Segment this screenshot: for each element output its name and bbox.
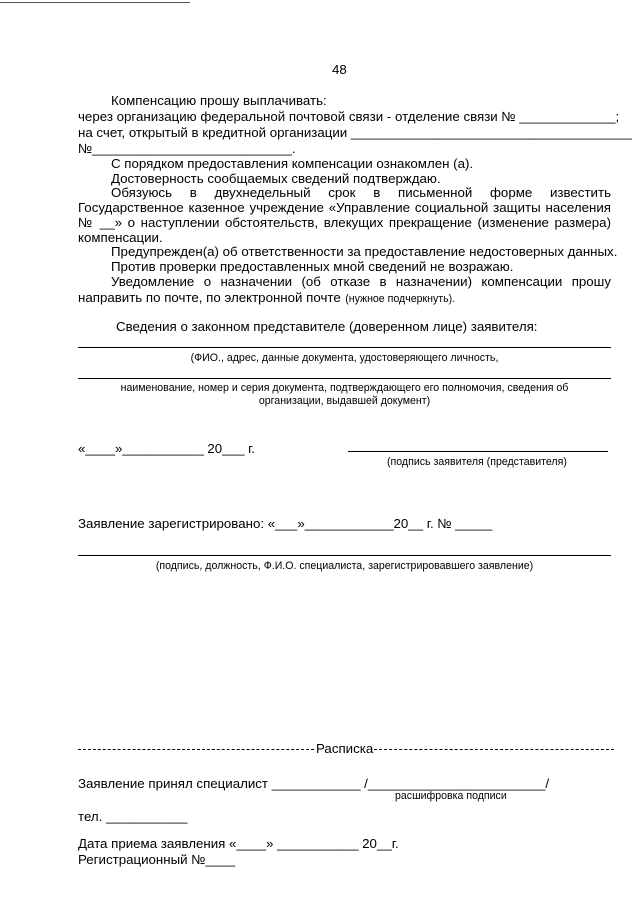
representative-line-2 xyxy=(78,378,611,379)
signature-line xyxy=(348,451,608,452)
receipt-accepted: Заявление принял специалист ____________ /________________________/ xyxy=(78,776,550,791)
notice-methods: направить по почте, по электронной почте xyxy=(78,290,341,305)
representative-line-1 xyxy=(78,347,611,348)
representative-caption-1: (ФИО., адрес, данные документа, удостоверяющего личность, xyxy=(190,352,499,364)
registration-caption: (подпись, должность, Ф.И.О. специалиста, зарегистрировавшего заявление) xyxy=(155,560,534,572)
receipt-date-received: Дата приема заявления «____» ___________ 20__г. xyxy=(78,836,399,851)
statement-confirm: Достоверность сообщаемых сведений подтверждаю. xyxy=(111,171,441,186)
receipt-reg-number: Регистрационный №____ xyxy=(78,852,236,867)
statement-obligation-line4: компенсации. xyxy=(78,230,163,245)
representative-heading: Сведения о законном представителе (доверенном лице) заявителя: xyxy=(116,319,538,334)
receipt-dash-left xyxy=(78,749,314,750)
payment-account-number: №___________________________. xyxy=(78,141,296,156)
statement-obligation-line3: № __» о наступлении обстоятельств, влекущих прекращение (изменение размера) xyxy=(78,215,611,230)
receipt-decode-caption: расшифровка подписи xyxy=(395,790,507,802)
notice-hint: (нужное подчеркнуть). xyxy=(345,293,456,305)
statement-warned: Предупрежден(а) об ответственности за предоставление недостоверных данных. xyxy=(111,244,618,259)
statement-no-objection: Против проверки предоставленных мной сведений не возражаю. xyxy=(111,259,514,274)
payment-intro: Компенсацию прошу выплачивать: xyxy=(111,93,327,108)
statement-acquainted: С порядком предоставления компенсации ознакомлен (а). xyxy=(111,156,474,171)
statement-notice-line2 xyxy=(78,289,455,307)
registration-line xyxy=(78,555,611,556)
top-edge-line xyxy=(0,2,190,3)
payment-postal: через организацию федеральной почтовой связи - отделение связи № _____________; xyxy=(78,109,620,124)
representative-caption-2a: наименование, номер и серия документа, подтверждающего его полномочия, сведения об xyxy=(120,382,569,394)
page-number: 48 xyxy=(332,62,347,77)
receipt-title: Расписка xyxy=(316,741,374,756)
payment-account: на счет, открытый в кредитной организации ______________________________________ xyxy=(78,125,632,140)
receipt-phone: тел. ___________ xyxy=(78,809,188,824)
representative-caption-2b: организации, выдавшей документ) xyxy=(258,395,431,407)
statement-obligation-line1: Обязуюсь в двухнедельный срок в письменной форме известить xyxy=(111,185,611,200)
receipt-dash-right xyxy=(374,749,614,750)
signature-caption: (подпись заявителя (представителя) xyxy=(387,456,567,468)
statement-notice-line1: Уведомление о назначении (об отказе в назначении) компенсации прошу xyxy=(111,274,611,289)
registration-text: Заявление зарегистрировано: «___»____________20__ г. № _____ xyxy=(78,516,493,531)
statement-obligation-line2: Государственное казенное учреждение «Управление социальной защиты населения xyxy=(78,200,611,215)
signature-date: «____»___________ 20___ г. xyxy=(78,441,256,456)
